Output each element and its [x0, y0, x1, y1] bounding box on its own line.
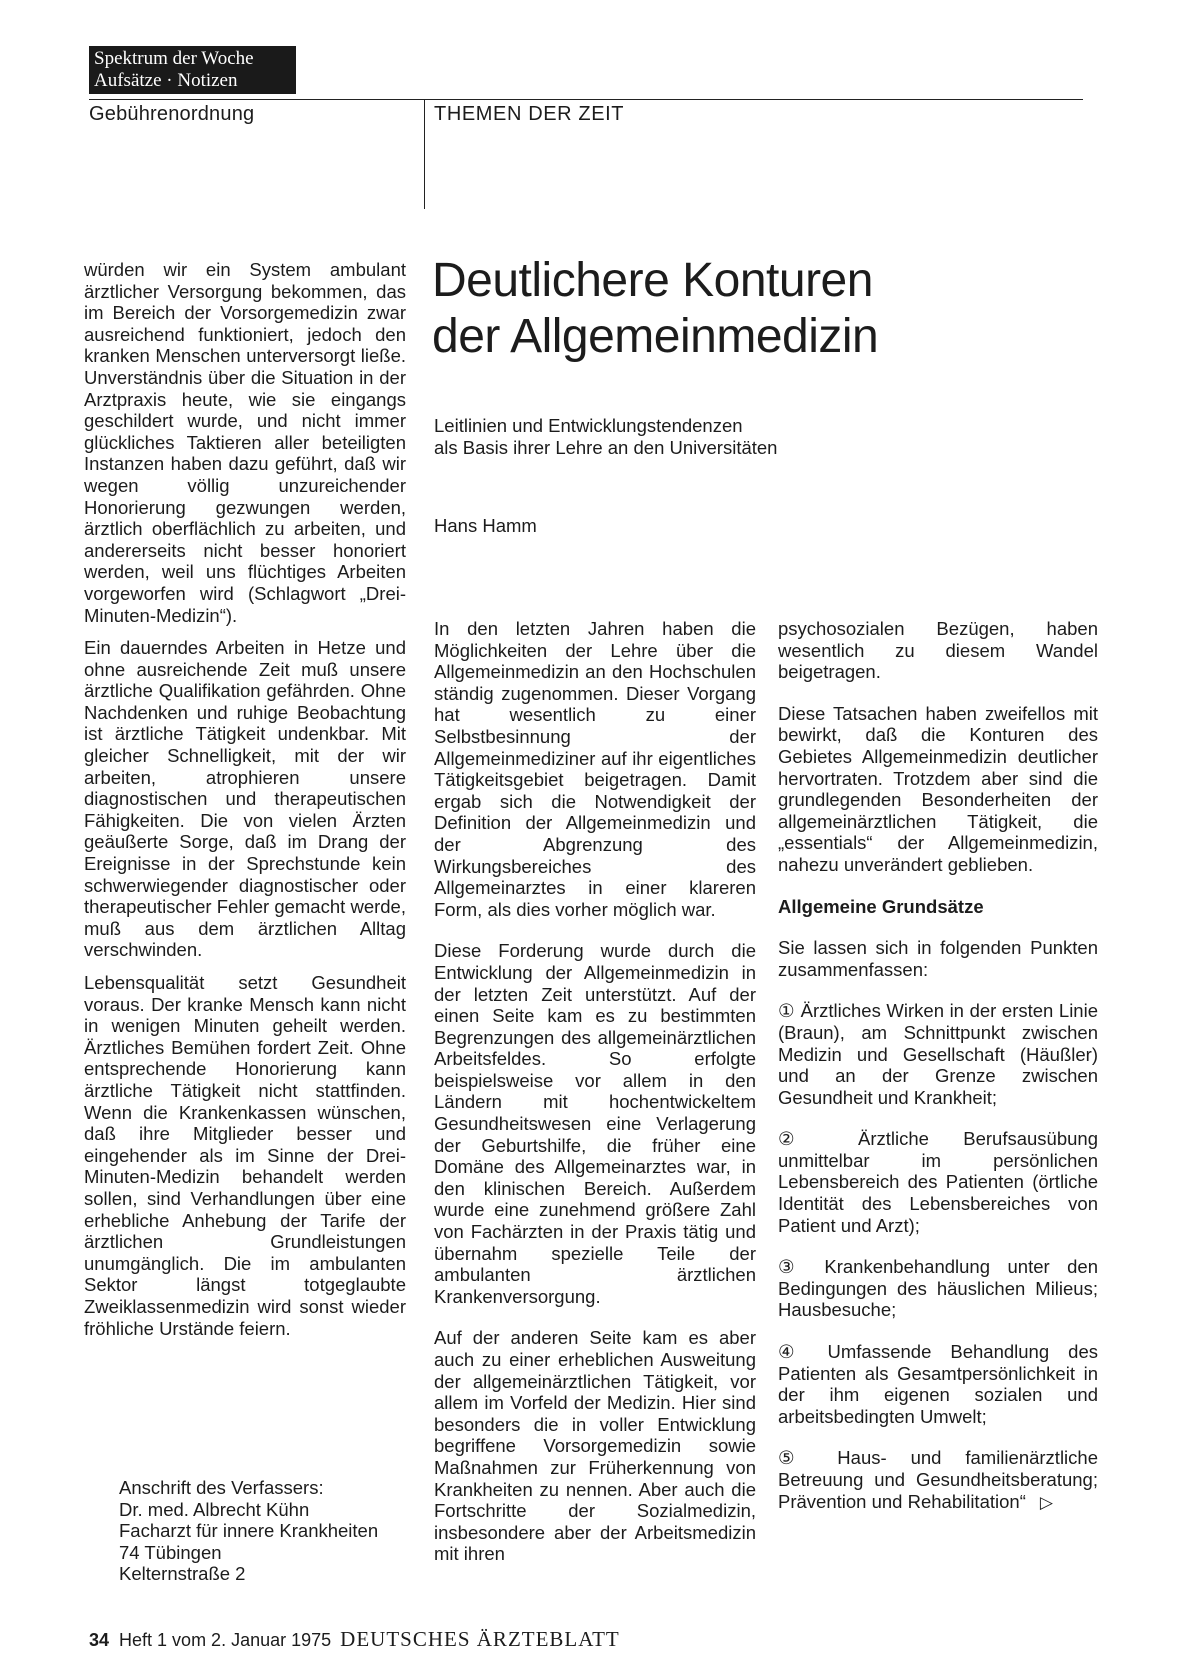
page-number: 34 — [89, 1630, 110, 1650]
paragraph: Auf der anderen Seite kam es aber auch zu einer erheblichen Ausweitung der allgemeinärztlichen Tätigkeit, vor allem im Vorfeld der Medizin. Hier sind besonders die in voller Entwicklung begriffene Vorsorgemedizin sowie Maßnahmen zur Früherkennung von Krankheiten zu nennen. Aber auch die Fortschritte der Sozialmedizin, insbesondere aber der Arbeitsmedizin mit ihren — [434, 1327, 756, 1565]
section-heading: Allgemeine Grundsätze — [778, 895, 984, 917]
subtitle-line-1: Leitlinien und Entwicklungstendenzen — [434, 415, 743, 436]
middle-column — [434, 618, 756, 1576]
section-label-left: Gebührenordnung — [89, 103, 255, 125]
section-badge — [89, 46, 296, 94]
article-title — [432, 253, 1082, 365]
header-divider — [424, 99, 425, 209]
left-column — [84, 259, 406, 1350]
paragraph: Ein dauerndes Arbeiten in Hetze und ohne ausreichende Zeit muß unsere ärztliche Qualifikation gefährden. Ohne Nachdenken und ruhige Beobachtung ist ärztliche Tätigkeit undenkbar. Mit gleicher Schnelligkeit, mit der wir arbeiten, atrophieren unsere diagnostischen und therapeutischen Fähigkeiten. Die von vielen Ärzten geäußerte Sorge, daß im Drang der Ereignisse in der Sprechstunde kein schwerwiegender diagnostischer oder therapeutischer Fehler gemacht werde, muß aus dem ärztlichen Alltag verschwinden. — [84, 637, 406, 961]
right-column — [778, 618, 1098, 1524]
badge-line-1: Spektrum der Woche — [94, 48, 254, 69]
address-line: Dr. med. Albrecht Kühn — [119, 1498, 310, 1520]
address-line: Anschrift des Verfassers: — [119, 1477, 324, 1498]
subtitle-line-2: als Basis ihrer Lehre an den Universitäten — [434, 436, 778, 458]
list-item — [778, 1447, 1098, 1513]
list-item: ③ Krankenbehandlung unter den Bedingungen des häuslichen Milieus; Hausbesuche; — [778, 1256, 1098, 1321]
section-label-right: THEMEN DER ZEIT — [434, 103, 625, 125]
list-item-text: ⑤ Haus- und familienärztliche Betreuung und Gesundheitsberatung; Prävention und Rehabilitation“ — [778, 1447, 1098, 1512]
paragraph: Diese Forderung wurde durch die Entwicklung der Allgemeinmedizin in der letzten Zeit unterstützt. Auf der einen Seite kam es zu bestimmten Begrenzungen des allgemeinärztlichen Arbeitsfeldes. So erfolgte beispielsweise vor allem in den Ländern mit hochentwickeltem Gesundheitswesen eine Verlagerung der Geburtshilfe, die früher eine Domäne des Allgemeinarztes war, in den klinischen Bereich. Außerdem wurde eine zunehmend größere Zahl von Fachärzten in der Praxis tätig und übernahm spezielle Teile der ambulanten ärztlichen Krankenversorgung. — [434, 940, 756, 1307]
author-address — [119, 1477, 378, 1585]
address-line: Facharzt für innere Krankheiten — [119, 1520, 379, 1542]
address-line: Kelternstraße 2 — [119, 1563, 246, 1585]
paragraph: Lebensqualität setzt Gesundheit voraus. Der kranke Mensch kann nicht in wenigen Minuten geheilt werden. Ärztliches Bemühen fordert Zeit. Ohne entsprechende Honorierung kann ärztliche Tätigkeit nicht stattfinden. Wenn die Krankenkassen wünschen, daß ihre Mitglieder besser und eingehender als im Sinne der Drei-Minuten-Medizin behandelt werden sollen, sind Verhandlungen über eine erhebliche Anhebung der Tarife der ärztlichen Grundleistungen unumgänglich. Die im ambulanten Sektor längst totgeglaubte Zweiklassenmedizin wird sonst wieder fröhliche Urstände feiern. — [84, 972, 406, 1339]
paragraph: In den letzten Jahren haben die Möglichkeiten der Lehre über die Allgemeinmedizin an den Hochschulen ständig zugenommen. Dieser Vorgang hat wesentlich zu einer Selbstbesinnung der Allgemeinmediziner auf ihr eigentliches Tätigkeitsgebiet beigetragen. Damit ergab sich die Notwendigkeit der Definition der Allgemeinmedizin und der Abgrenzung des Wirkungsbereiches des Allgemeinarztes in einer klareren Form, als dies vorher möglich war. — [434, 618, 756, 920]
address-line: 74 Tübingen — [119, 1541, 222, 1563]
continue-arrow-icon: ▷ — [1039, 1492, 1053, 1512]
list-item: ④ Umfassende Behandlung des Patienten als Gesamtpersönlichkeit in der ihm eigenen sozialen und arbeitsbedingten Umwelt; — [778, 1341, 1098, 1427]
title-line-1: Deutlichere Konturen — [432, 254, 873, 307]
paragraph: Diese Tatsachen haben zweifellos mit bewirkt, daß die Konturen des Gebietes Allgemeinmedizin deutlicher hervortraten. Trotzdem aber sind die grundlegenden Besonderheiten der allgemeinärztlichen Tätigkeit, die „essentials“ der Allgemeinmedizin, nahezu unverändert geblieben. — [778, 702, 1098, 875]
paragraph: psychosozialen Bezügen, haben wesentlich zu diesem Wandel beigetragen. — [778, 618, 1098, 683]
list-item: ② Ärztliche Berufsausübung unmittelbar im persönlichen Lebensbereich des Patienten (örtliche Identität des Lebensbereiches von Patient und Arzt); — [778, 1128, 1098, 1236]
article-author: Hans Hamm — [434, 515, 537, 536]
journal-name: DEUTSCHES ÄRZTEBLATT — [340, 1627, 620, 1651]
title-line-2: der Allgemeinmedizin — [432, 310, 879, 363]
badge-line-2: Aufsätze · Notizen — [94, 70, 238, 91]
list-item: ① Ärztliches Wirken in der ersten Linie (Braun), am Schnittpunkt zwischen Medizin und Gesellschaft (Häußler) und an der Grenze zwischen Gesundheit und Krankheit; — [778, 1000, 1098, 1108]
page-footer — [89, 1627, 620, 1652]
paragraph: Sie lassen sich in folgenden Punkten zusammenfassen: — [778, 937, 1098, 980]
paragraph: würden wir ein System ambulant ärztlicher Versorgung bekommen, das im Bereich der Vorsorgemedizin zwar ausreichend funktioniert, jedoch den kranken Menschen unterversorgt ließe. Unverständnis über die Situation in der Arztpraxis heute, wie sie eingangs geschildert wurde, und nicht immer glückliches Taktieren aller beteiligten Instanzen haben dazu geführt, daß wir wegen völlig unzureichender Honorierung gezwungen werden, ärztlich oberflächlich zu arbeiten, und andererseits nicht besser honoriert werden, weil uns flüchtiges Arbeiten vorgeworfen wird (Schlagwort „Drei-Minuten-Medizin“). — [84, 259, 406, 626]
header-rule — [89, 99, 1083, 100]
issue-info: Heft 1 vom 2. Januar 1975 — [119, 1630, 332, 1650]
article-subtitle — [434, 415, 777, 458]
